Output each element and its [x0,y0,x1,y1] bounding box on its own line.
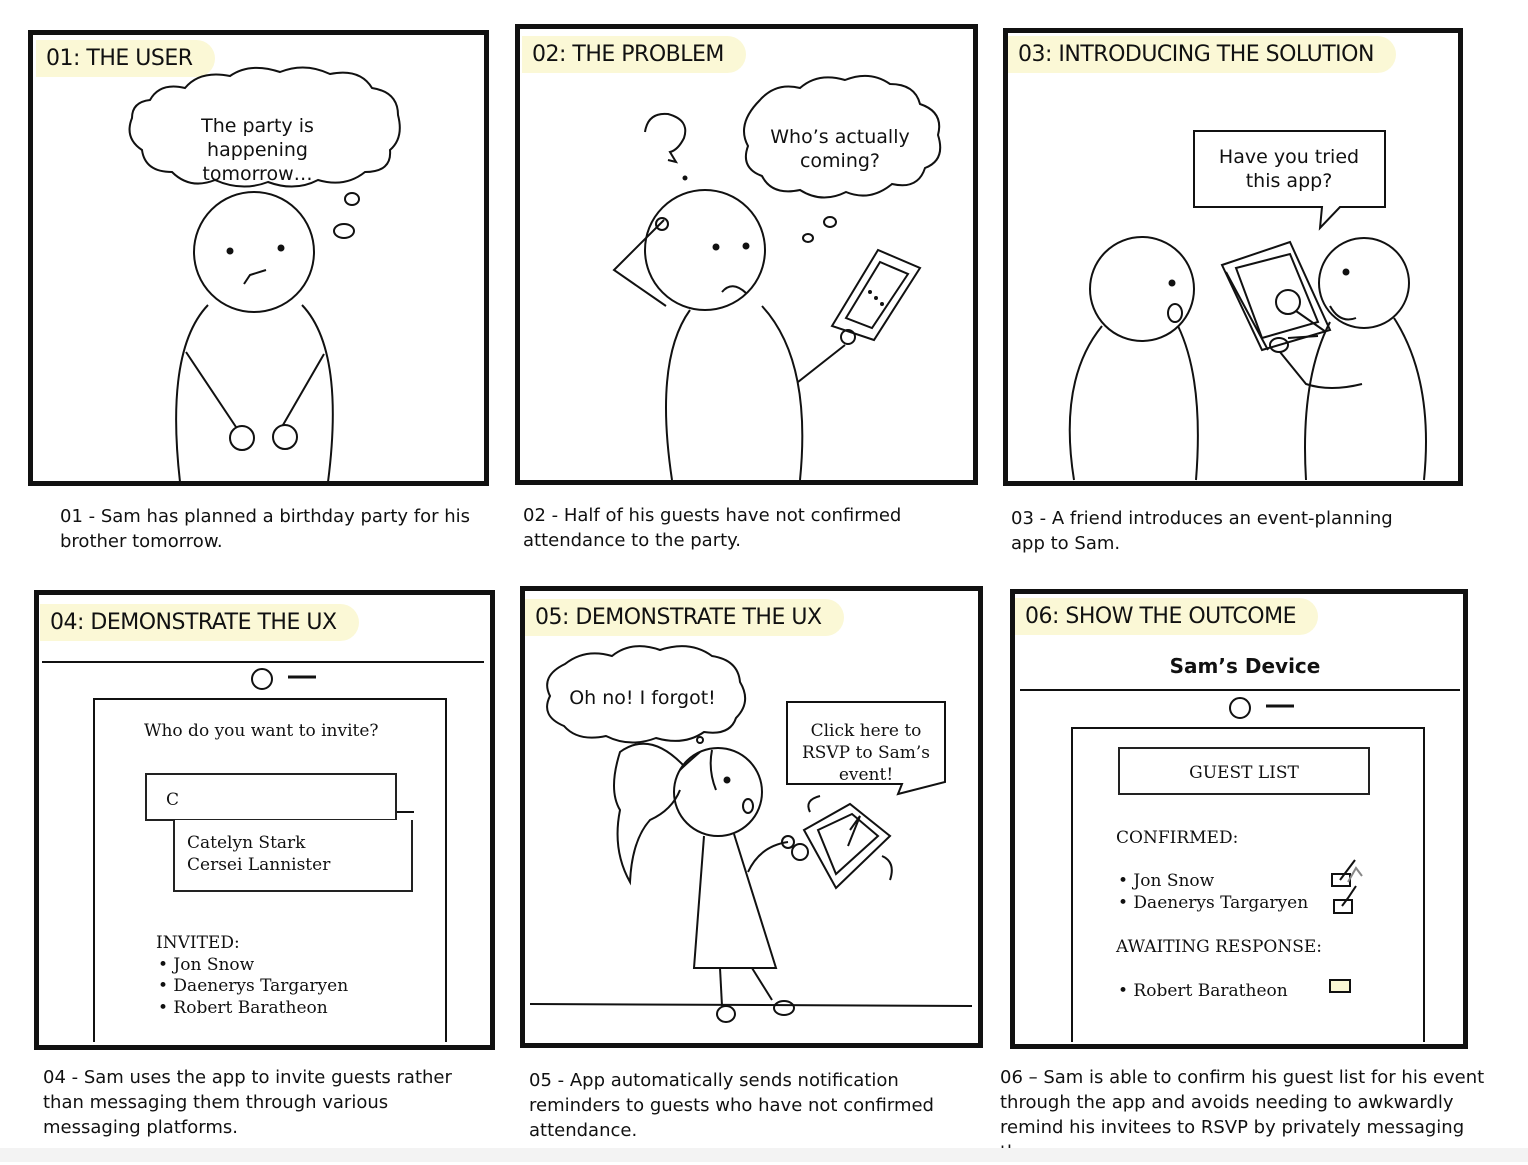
panel-03-caption: 03 - A friend introduces an event-planning app to Sam. [1011,508,1393,554]
panel-01-title: 01: THE USER [36,40,215,77]
confirmed-label: CONFIRMED: [1116,828,1239,848]
panel-03-speech: Have you tried this app? [1218,146,1360,192]
panel-05-title: 05: DEMONSTRATE THE UX [525,599,844,636]
invite-prompt: Who do you want to invite? [144,721,379,741]
suggestion-item[interactable]: Catelyn Stark [187,833,306,853]
confirmed-item: • Daenerys Targaryen [1118,893,1309,913]
guest-list-header: GUEST LIST [1118,747,1370,795]
confirmed-item: • Jon Snow [1118,871,1215,891]
panel-03-title: 03: INTRODUCING THE SOLUTION [1008,36,1396,73]
page-footer-strip [0,1148,1528,1162]
invited-label: INVITED: [156,933,240,953]
invited-item: • Robert Baratheon [158,998,328,1018]
panel-04-caption: 04 - Sam uses the app to invite guests rather than messaging them through various messaging platforms. [43,1067,452,1138]
panel-06-caption: 06 – Sam is able to confirm his guest list for his event through the app and avoids needing to awkwardly remind his invitees to RSVP by privately messaging [1000,1067,1485,1138]
suggestion-item[interactable]: Cersei Lannister [187,855,331,875]
panel-04-title: 04: DEMONSTRATE THE UX [40,604,359,641]
awaiting-item: • Robert Baratheon [1118,981,1288,1001]
panel-01-thought: The party is happening tomorrow… [201,115,314,185]
panel-01-caption: 01 - Sam has planned a birthday party for his brother tomorrow. [60,506,471,552]
panel-05-thought: Oh no! I forgot! [569,687,716,709]
rsvp-notification[interactable]: Click here to RSVP to Sam’s event! [801,721,931,785]
invite-search-value: C [166,790,180,810]
panel-06-title: 06: SHOW THE OUTCOME [1015,598,1318,635]
panel-02-caption: 02 - Half of his guests have not confirmed attendance to the party. [523,505,902,551]
panel-02-title: 02: THE PROBLEM [522,36,746,73]
awaiting-label: AWAITING RESPONSE: [1116,937,1323,957]
panel-05-caption: 05 - App automatically sends notification reminders to guests who have not confirmed attendance. [529,1070,934,1141]
device-label: Sam’s Device [1169,654,1321,678]
invited-item: • Jon Snow [158,955,255,975]
panel-02-thought: Who’s actually coming? [770,126,910,172]
invited-item: • Daenerys Targaryen [158,976,349,996]
